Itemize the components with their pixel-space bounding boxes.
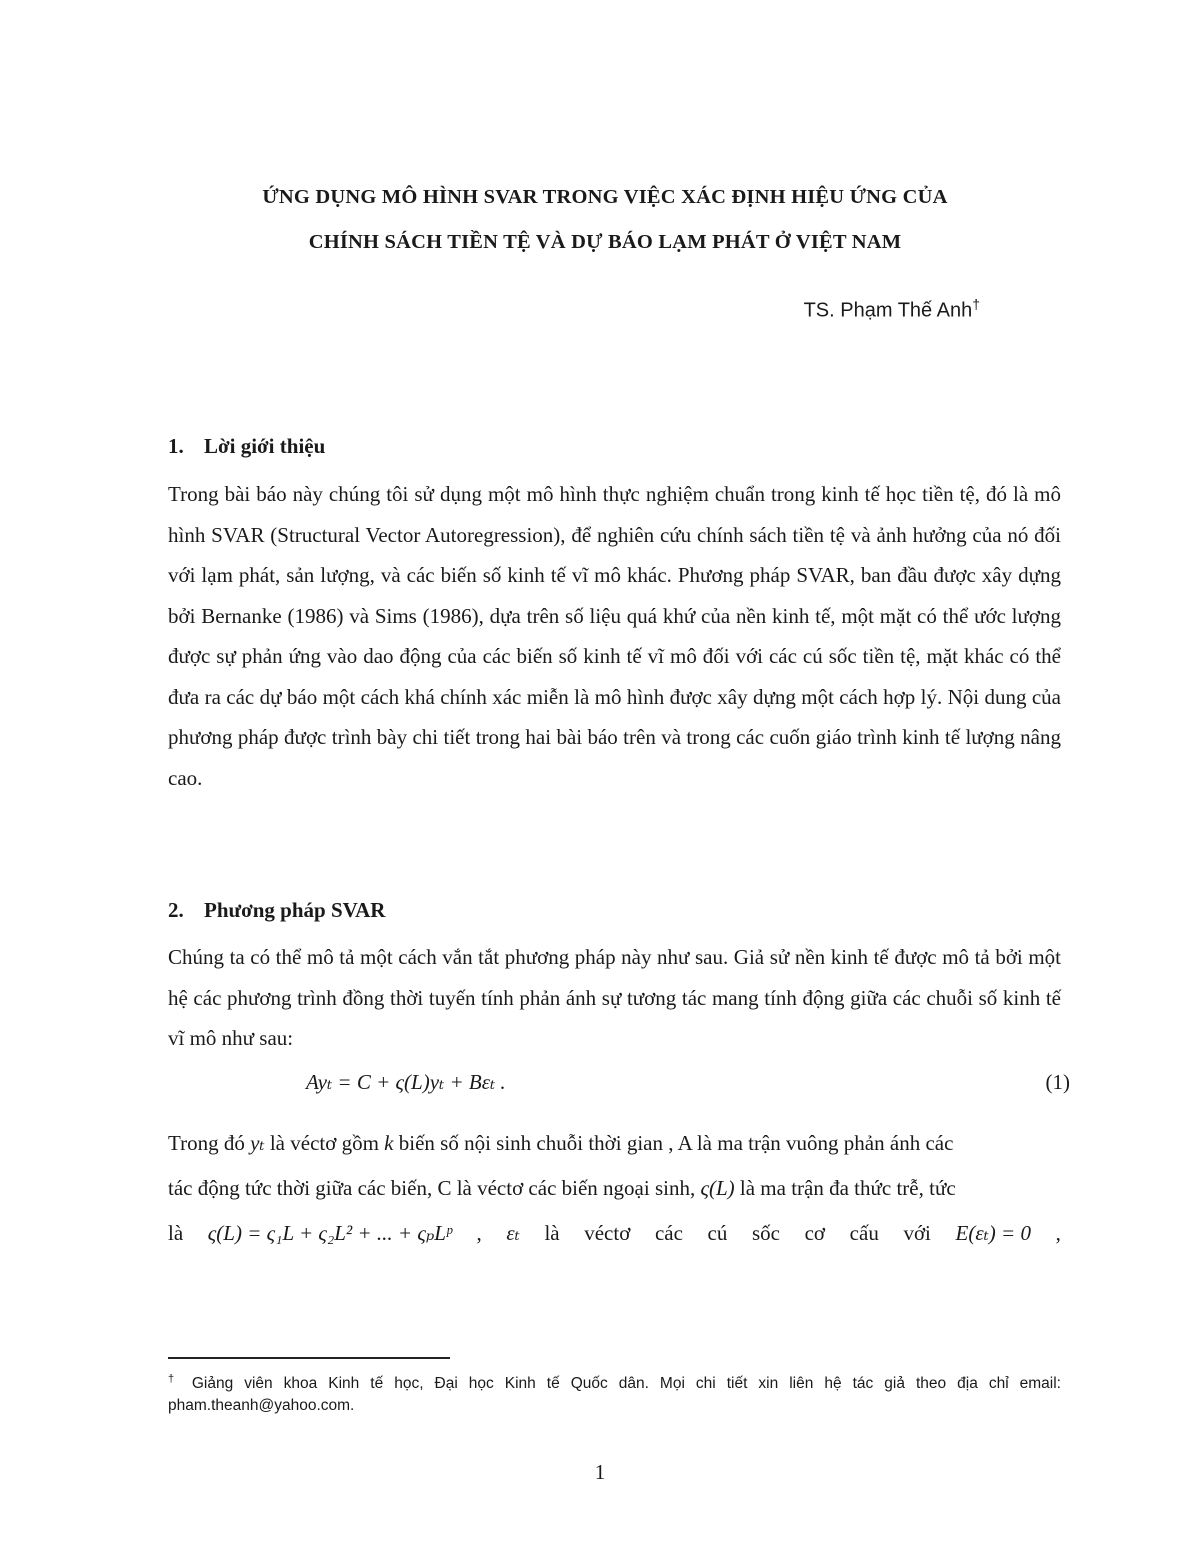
text-run: biến số nội sinh chuỗi thời gian , A là ma trận vuông phản ánh các (393, 1131, 954, 1155)
word: , (1055, 1221, 1061, 1245)
footnote-divider (168, 1357, 450, 1359)
footnote-mark: † (168, 1373, 181, 1385)
author (804, 296, 980, 323)
lag-polynomial-expansion: ς(L) = ς₁L + ς₂L² + ... + ςₚLᵖ (207, 1221, 452, 1245)
var-epsilon: εₜ (506, 1221, 520, 1245)
section-1-paragraph: Trong bài báo này chúng tôi sử dụng một mô hình thực nghiệm chuẩn trong kinh tế học tiền tệ, đó là mô hình SVAR (Structural Vector Autoregression), để nghiên cứu chính sách tiền tệ và ảnh hưởng của nó đối với lạm phát, sản lượng, và các biến số kinh tế vĩ mô khác. Phương pháp SVAR, ban đầu được xây dựng bởi Bernanke (1986) và Sims (1986), dựa trên số liệu quá khứ của nền kinh tế, một mặt có thể ước lượng được sự phản ứng vào dao động của các biến số kinh tế vĩ mô đối với các cú sốc tiền tệ, mặt khác có thể đưa ra các dự báo một cách khá chính xác miễn là mô hình được xây dựng một cách hợp lý. Nội dung của phương pháp được trình bày chi tiết trong hai bài báo trên và trong các cuốn giáo trình kinh tế lượng nâng cao. (168, 482, 1061, 790)
word: cú (707, 1221, 728, 1245)
var-lag-polynomial: ς(L) (700, 1176, 735, 1200)
author-name: TS. Phạm Thế Anh (803, 299, 973, 322)
word: cơ (804, 1221, 826, 1245)
author-footnote-mark: † (972, 296, 980, 312)
word: các (654, 1221, 683, 1245)
continuation-line-2 (168, 1166, 1061, 1211)
section-1-number: 1. (168, 434, 184, 458)
expectation-zero: E(εₜ) = 0 (955, 1221, 1031, 1245)
continuation-line-3 (168, 1211, 1061, 1256)
section-2-heading (168, 898, 385, 923)
word: sốc (751, 1221, 780, 1245)
title-line-2: CHÍNH SÁCH TIỀN TỆ VÀ DỰ BÁO LẠM PHÁT Ở VIỆT NAM (308, 231, 902, 253)
section-2-title: Phương pháp SVAR (204, 898, 386, 922)
equation-1: Ayₜ = C + ς(L)yₜ + Bεₜ . (306, 1070, 506, 1094)
continuation-line-1 (168, 1121, 1061, 1166)
word: cấu (849, 1221, 879, 1245)
section-2-paragraph: Chúng ta có thể mô tả một cách vắn tắt phương pháp này như sau. Giả sử nền kinh tế được mô tả bởi một hệ các phương trình đồng thời tuyến tính phản ánh sự tương tác mang tính động giữa các chuỗi số kinh tế vĩ mô như sau: (168, 945, 1061, 1050)
text-run: là ma trận đa thức trễ, tức (734, 1176, 956, 1200)
var-yt: yₜ (250, 1131, 265, 1155)
text-run: là véctơ gồm (264, 1131, 385, 1155)
section-2-number: 2. (168, 898, 184, 922)
word: , (476, 1221, 482, 1245)
equation-1-number: (1) (1045, 1070, 1070, 1094)
word: véctơ (584, 1221, 631, 1245)
section-1-title: Lời giới thiệu (204, 434, 326, 458)
text-run: Trong đó (168, 1131, 251, 1155)
word: với (903, 1221, 931, 1245)
word: là (544, 1221, 560, 1245)
page-number: 1 (594, 1460, 606, 1484)
footnote-text: Giảng viên khoa Kinh tế học, Đại học Kinh tế Quốc dân. Mọi chi tiết xin liên hệ tác giả theo địa chỉ email: pham.theanh@yahoo.com. (168, 1375, 1061, 1415)
text-run: tác động tức thời giữa các biến, C là véctơ các biến ngoại sinh, (168, 1176, 701, 1200)
section-1-heading (168, 434, 325, 459)
title-line-1: ỨNG DỤNG MÔ HÌNH SVAR TRONG VIỆC XÁC ĐỊNH HIỆU ỨNG CỦA (262, 186, 948, 208)
var-k: k (384, 1131, 394, 1155)
section-2-continuation (168, 1121, 1061, 1256)
word: là (168, 1221, 184, 1245)
footnote (168, 1368, 1061, 1417)
